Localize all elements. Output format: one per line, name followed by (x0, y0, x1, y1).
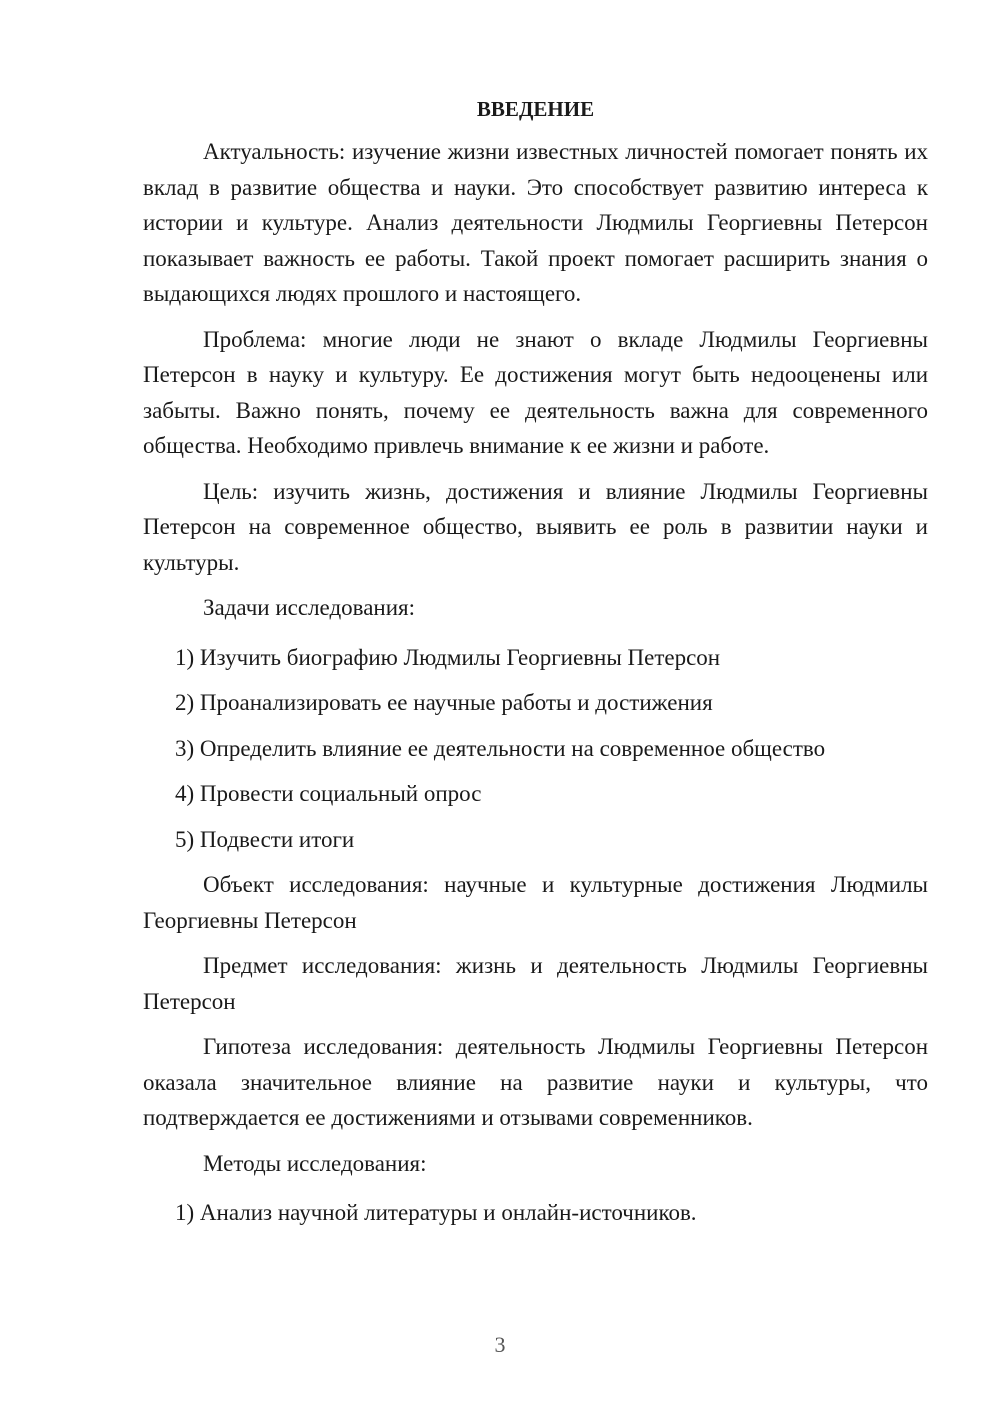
relevance-paragraph: Актуальность: изучение жизни известных личностей помогает понять их вклад в развитие общества и науки. Это способствует развитию интереса к истории и культуре. Анализ деятельности Людмилы Георгиевны Петерсон показывает важность ее работы. Такой проект помогает расширить знания о выдающихся людях прошлого и настоящего. (143, 139, 928, 306)
list-item: 5) Подвести итоги (175, 826, 355, 852)
object-paragraph: Объект исследования: научные и культурные достижения Людмилы Георгиевны Петерсон (143, 872, 928, 933)
goal-paragraph: Цель: изучить жизнь, достижения и влияние Людмилы Георгиевны Петерсон на современное общество, выявить ее роль в развитии науки и культуры. (143, 478, 928, 575)
list-item: 3) Определить влияние ее деятельности на современное общество (175, 735, 826, 761)
tasks-list (143, 640, 928, 858)
methods-list (143, 1195, 928, 1231)
problem-paragraph: Проблема: многие люди не знают о вкладе Людмилы Георгиевны Петерсон в науку и культуру. Ее достижения могут быть недооценены или забыты. Важно понять, почему ее деятельность важна для современного общества. Необходимо привлечь внимание к ее жизни и работе. (143, 326, 928, 458)
tasks-title: Задачи исследования: (203, 595, 416, 620)
subject-paragraph: Предмет исследования: жизнь и деятельность Людмилы Георгиевны Петерсон (143, 953, 928, 1014)
page-number: 3 (494, 1332, 506, 1357)
document-page (143, 92, 928, 1241)
page-title: ВВЕДЕНИЕ (476, 97, 595, 121)
list-item: 1) Анализ научной литературы и онлайн-источников. (175, 1200, 697, 1225)
list-item: 1) Изучить биографию Людмилы Георгиевны Петерсон (175, 644, 721, 670)
list-item: 4) Провести социальный опрос (175, 781, 482, 806)
hypothesis-paragraph: Гипотеза исследования: деятельность Людмилы Георгиевны Петерсон оказала значительное влияние на развитие науки и культуры, что подтверждается ее достижениями и отзывами современников. (143, 1034, 928, 1130)
list-item: 2) Проанализировать ее научные работы и достижения (175, 690, 713, 715)
methods-title: Методы исследования: (203, 1150, 427, 1176)
